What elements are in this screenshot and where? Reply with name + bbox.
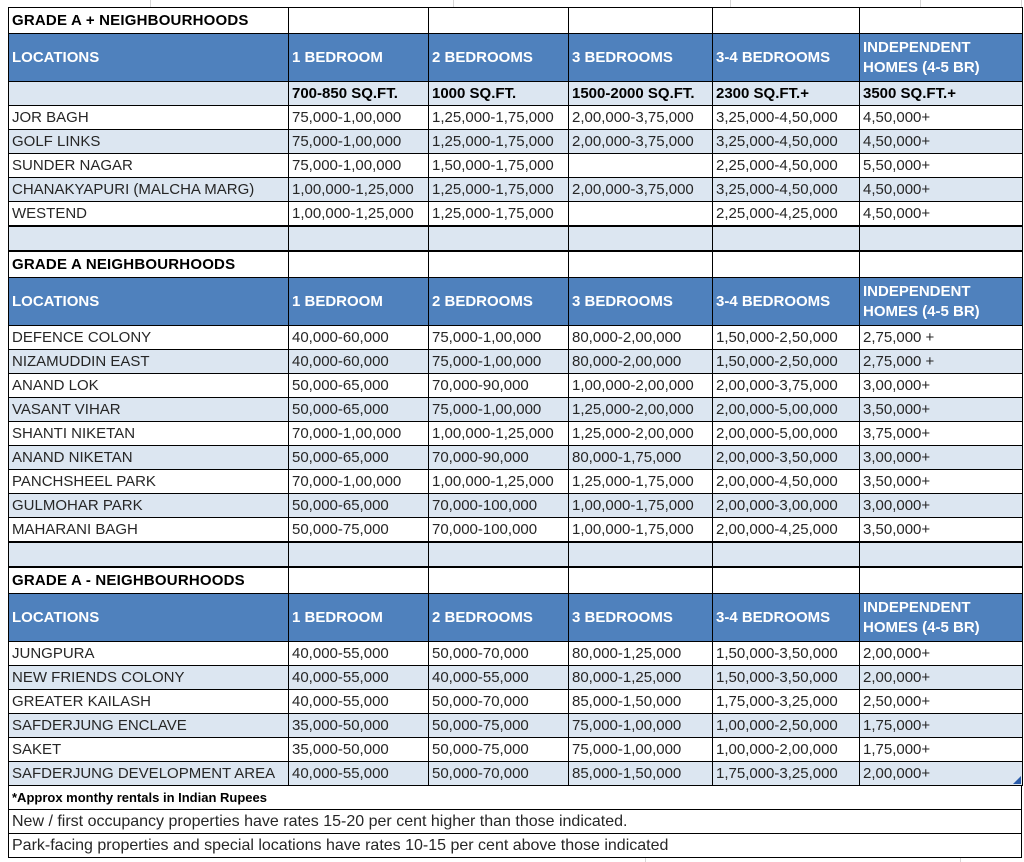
- sqft-subheader[interactable]: 1500-2000 SQ.FT.: [569, 82, 713, 106]
- footnote-park-facing[interactable]: Park-facing properties and special locations have rates 10-15 per cent above those indicated: [8, 834, 1022, 858]
- rent-value-cell[interactable]: 1,50,000-2,50,000: [713, 350, 860, 374]
- sqft-subheader[interactable]: 3500 SQ.FT.+: [860, 82, 1023, 106]
- location-cell[interactable]: GREATER KAILASH: [9, 690, 289, 714]
- rent-value-cell[interactable]: 2,00,000+: [860, 642, 1023, 666]
- spacer-row-table: [8, 542, 1023, 567]
- empty-cell[interactable]: [713, 8, 860, 34]
- rent-value-cell[interactable]: 1,00,000-1,75,000: [569, 518, 713, 542]
- rent-value-cell[interactable]: 4,50,000+: [860, 178, 1023, 202]
- rent-value-cell[interactable]: 5,50,000+: [860, 154, 1023, 178]
- spacer-cell[interactable]: [569, 227, 713, 251]
- rent-value-cell[interactable]: 2,00,000-5,00,000: [713, 398, 860, 422]
- rent-value-cell[interactable]: 1,00,000-2,00,000: [569, 374, 713, 398]
- location-cell[interactable]: NIZAMUDDIN EAST: [9, 350, 289, 374]
- location-cell[interactable]: SAKET: [9, 738, 289, 762]
- footnotes: [8, 786, 1022, 858]
- empty-cell[interactable]: [289, 568, 429, 594]
- gridline: [453, 0, 454, 7]
- rent-value-cell[interactable]: 70,000-100,000: [429, 494, 569, 518]
- table-row: [9, 202, 1023, 226]
- rent-value-cell[interactable]: 4,50,000+: [860, 202, 1023, 226]
- footnote-first-occupancy[interactable]: New / first occupancy properties have rates 15-20 per cent higher than those indicated.: [8, 810, 1022, 834]
- empty-cell[interactable]: [860, 8, 1023, 34]
- location-cell[interactable]: DEFENCE COLONY: [9, 326, 289, 350]
- sqft-subheader[interactable]: 1000 SQ.FT.: [429, 82, 569, 106]
- column-header[interactable]: 3-4 BEDROOMS: [713, 594, 860, 642]
- empty-cell[interactable]: [860, 252, 1023, 278]
- rent-value-cell[interactable]: 80,000-1,75,000: [569, 446, 713, 470]
- rent-value-cell[interactable]: 2,00,000-4,25,000: [713, 518, 860, 542]
- table-row: [9, 446, 1023, 470]
- top-gridline-strip: [8, 0, 1022, 7]
- spacer-cell[interactable]: [860, 227, 1023, 251]
- rent-value-cell[interactable]: 2,00,000-4,50,000: [713, 470, 860, 494]
- rent-value-cell[interactable]: 70,000-1,00,000: [289, 470, 429, 494]
- column-header-row: [9, 594, 1023, 642]
- empty-cell[interactable]: [429, 252, 569, 278]
- rent-value-cell[interactable]: 1,00,000-1,25,000: [429, 422, 569, 446]
- rent-value-cell[interactable]: 3,75,000+: [860, 422, 1023, 446]
- rent-value-cell[interactable]: 70,000-1,00,000: [289, 422, 429, 446]
- table-row: [9, 374, 1023, 398]
- rent-value-cell[interactable]: 35,000-50,000: [289, 738, 429, 762]
- rent-value-cell[interactable]: 75,000-1,00,000: [569, 714, 713, 738]
- column-header[interactable]: 2 BEDROOMS: [429, 34, 569, 82]
- rent-value-cell[interactable]: 50,000-65,000: [289, 398, 429, 422]
- section-title[interactable]: GRADE A - NEIGHBOURHOODS: [9, 568, 289, 594]
- table-row: [9, 494, 1023, 518]
- rent-value-cell[interactable]: 1,00,000-2,00,000: [713, 738, 860, 762]
- spacer-cell[interactable]: [713, 543, 860, 567]
- location-cell[interactable]: SHANTI NIKETAN: [9, 422, 289, 446]
- rent-value-cell[interactable]: 1,25,000-1,75,000: [429, 106, 569, 130]
- rent-value-cell[interactable]: 1,25,000-1,75,000: [569, 470, 713, 494]
- rent-value-cell[interactable]: 2,50,000+: [860, 690, 1023, 714]
- location-cell[interactable]: JUNGPURA: [9, 642, 289, 666]
- rent-value-cell[interactable]: 3,50,000+: [860, 518, 1023, 542]
- gridline: [150, 0, 151, 7]
- rent-value-cell[interactable]: 1,00,000-2,50,000: [713, 714, 860, 738]
- column-header[interactable]: LOCATIONS: [9, 34, 289, 82]
- column-header[interactable]: INDEPENDENT HOMES (4-5 BR): [860, 34, 1023, 82]
- gridline: [1021, 0, 1022, 7]
- location-cell[interactable]: ANAND NIKETAN: [9, 446, 289, 470]
- table-row: [9, 326, 1023, 350]
- rent-value-cell[interactable]: 50,000-75,000: [429, 738, 569, 762]
- bottom-gridline-strip: [8, 858, 1022, 862]
- rent-value-cell[interactable]: 2,00,000-3,75,000: [569, 130, 713, 154]
- sqft-subheader[interactable]: 700-850 SQ.FT.: [289, 82, 429, 106]
- spacer-cell[interactable]: [9, 227, 289, 251]
- spacer-cell[interactable]: [713, 227, 860, 251]
- rent-value-cell[interactable]: 3,50,000+: [860, 398, 1023, 422]
- rent-value-cell[interactable]: 3,00,000+: [860, 374, 1023, 398]
- rent-value-cell[interactable]: 50,000-75,000: [289, 518, 429, 542]
- column-header[interactable]: 3-4 BEDROOMS: [713, 278, 860, 326]
- spacer-cell[interactable]: [289, 227, 429, 251]
- empty-cell[interactable]: [429, 568, 569, 594]
- table-row: [9, 398, 1023, 422]
- column-header[interactable]: 1 BEDROOM: [289, 594, 429, 642]
- rent-value-cell[interactable]: 1,50,000-1,75,000: [429, 154, 569, 178]
- table-row: [9, 642, 1023, 666]
- spacer-cell[interactable]: [289, 543, 429, 567]
- rent-value-cell[interactable]: 3,50,000+: [860, 470, 1023, 494]
- rent-value-cell[interactable]: 85,000-1,50,000: [569, 690, 713, 714]
- table-row: [9, 666, 1023, 690]
- empty-cell[interactable]: [860, 568, 1023, 594]
- rent-value-cell[interactable]: [569, 154, 713, 178]
- column-header[interactable]: LOCATIONS: [9, 278, 289, 326]
- spreadsheet: [8, 0, 1022, 862]
- table-row: [9, 690, 1023, 714]
- rent-value-cell[interactable]: [569, 202, 713, 226]
- location-cell[interactable]: GULMOHAR PARK: [9, 494, 289, 518]
- rent-value-cell[interactable]: 40,000-55,000: [289, 666, 429, 690]
- rent-value-cell[interactable]: 70,000-100,000: [429, 518, 569, 542]
- rent-value-cell[interactable]: 40,000-60,000: [289, 326, 429, 350]
- column-header[interactable]: 2 BEDROOMS: [429, 278, 569, 326]
- empty-cell[interactable]: [429, 8, 569, 34]
- rent-value-cell[interactable]: 75,000-1,00,000: [289, 154, 429, 178]
- rent-value-cell[interactable]: 40,000-55,000: [289, 642, 429, 666]
- rent-value-cell[interactable]: 50,000-65,000: [289, 374, 429, 398]
- section-title-row: [9, 252, 1023, 278]
- table-row: [9, 714, 1023, 738]
- table-row: [9, 518, 1023, 542]
- table-row: [9, 106, 1023, 130]
- table-row: [9, 350, 1023, 374]
- spacer-row: [9, 227, 1023, 251]
- rent-value-cell[interactable]: 50,000-75,000: [429, 714, 569, 738]
- location-cell[interactable]: CHANAKYAPURI (MALCHA MARG): [9, 178, 289, 202]
- rent-value-cell[interactable]: 70,000-90,000: [429, 446, 569, 470]
- rent-value-cell[interactable]: 1,75,000-3,25,000: [713, 762, 860, 786]
- rent-value-cell[interactable]: 3,25,000-4,50,000: [713, 178, 860, 202]
- spacer-cell[interactable]: [429, 227, 569, 251]
- rent-value-cell[interactable]: 2,00,000-3,50,000: [713, 446, 860, 470]
- column-header[interactable]: 2 BEDROOMS: [429, 594, 569, 642]
- rent-value-cell[interactable]: 1,00,000-1,25,000: [289, 178, 429, 202]
- rent-value-cell[interactable]: 1,75,000+: [860, 714, 1023, 738]
- location-cell[interactable]: JOR BAGH: [9, 106, 289, 130]
- spacer-cell[interactable]: [860, 543, 1023, 567]
- section-table-1: [8, 251, 1023, 542]
- column-header-row: [9, 34, 1023, 82]
- location-cell[interactable]: WESTEND: [9, 202, 289, 226]
- rent-value-cell[interactable]: 40,000-55,000: [289, 690, 429, 714]
- section-title[interactable]: GRADE A NEIGHBOURHOODS: [9, 252, 289, 278]
- rent-value-cell[interactable]: 1,00,000-1,25,000: [289, 202, 429, 226]
- empty-cell[interactable]: [569, 252, 713, 278]
- rent-value-cell[interactable]: 50,000-65,000: [289, 494, 429, 518]
- rent-value-cell[interactable]: 1,00,000-1,25,000: [429, 470, 569, 494]
- section-table-2: [8, 567, 1023, 786]
- table-row: [9, 154, 1023, 178]
- rent-value-cell[interactable]: 3,25,000-4,50,000: [713, 106, 860, 130]
- rent-value-cell[interactable]: 3,00,000+: [860, 446, 1023, 470]
- rent-value-cell[interactable]: 1,25,000-1,75,000: [429, 178, 569, 202]
- rent-value-cell[interactable]: 2,00,000-3,00,000: [713, 494, 860, 518]
- rent-value-cell[interactable]: 1,75,000+: [860, 738, 1023, 762]
- empty-cell[interactable]: [289, 8, 429, 34]
- location-cell[interactable]: ANAND LOK: [9, 374, 289, 398]
- rent-value-cell[interactable]: 1,25,000-1,75,000: [429, 202, 569, 226]
- rent-value-cell[interactable]: 2,25,000-4,25,000: [713, 202, 860, 226]
- column-header[interactable]: 3 BEDROOMS: [569, 594, 713, 642]
- column-header-row: [9, 278, 1023, 326]
- rent-value-cell[interactable]: 85,000-1,50,000: [569, 762, 713, 786]
- location-cell[interactable]: PANCHSHEEL PARK: [9, 470, 289, 494]
- rent-value-cell[interactable]: 2,00,000-5,00,000: [713, 422, 860, 446]
- rent-value-cell[interactable]: 80,000-1,25,000: [569, 666, 713, 690]
- rent-value-cell[interactable]: 1,25,000-2,00,000: [569, 422, 713, 446]
- spacer-row-table: [8, 226, 1023, 251]
- rent-value-cell[interactable]: 3,25,000-4,50,000: [713, 130, 860, 154]
- rent-value-cell[interactable]: 75,000-1,00,000: [429, 350, 569, 374]
- location-cell[interactable]: GOLF LINKS: [9, 130, 289, 154]
- gridline: [730, 0, 731, 7]
- rent-value-cell[interactable]: 75,000-1,00,000: [569, 738, 713, 762]
- rent-value-cell[interactable]: 50,000-70,000: [429, 762, 569, 786]
- column-header[interactable]: INDEPENDENT HOMES (4-5 BR): [860, 278, 1023, 326]
- rent-value-cell[interactable]: 50,000-65,000: [289, 446, 429, 470]
- rent-value-cell[interactable]: 40,000-55,000: [429, 666, 569, 690]
- column-header[interactable]: LOCATIONS: [9, 594, 289, 642]
- rent-value-cell[interactable]: 2,00,000-3,75,000: [569, 178, 713, 202]
- rent-value-cell[interactable]: 40,000-55,000: [289, 762, 429, 786]
- column-header[interactable]: INDEPENDENT HOMES (4-5 BR): [860, 594, 1023, 642]
- smart-tag-marker-icon: [1013, 776, 1021, 784]
- rent-value-cell[interactable]: 50,000-70,000: [429, 642, 569, 666]
- rent-value-cell[interactable]: 1,50,000-2,50,000: [713, 326, 860, 350]
- rent-value-cell[interactable]: 1,25,000-1,75,000: [429, 130, 569, 154]
- spacer-cell[interactable]: [9, 543, 289, 567]
- table-row: [9, 738, 1023, 762]
- spacer-cell[interactable]: [569, 543, 713, 567]
- section-table-0: [8, 7, 1023, 226]
- rent-value-cell[interactable]: 2,00,000-3,75,000: [713, 374, 860, 398]
- rent-value-cell[interactable]: 75,000-1,00,000: [289, 106, 429, 130]
- rent-value-cell[interactable]: 2,00,000-3,75,000: [569, 106, 713, 130]
- location-cell[interactable]: NEW FRIENDS COLONY: [9, 666, 289, 690]
- rent-value-cell[interactable]: 2,00,000+: [860, 666, 1023, 690]
- section-title[interactable]: GRADE A + NEIGHBOURHOODS: [9, 8, 289, 34]
- rent-value-cell[interactable]: 1,00,000-1,75,000: [569, 494, 713, 518]
- rent-value-cell[interactable]: 4,50,000+: [860, 130, 1023, 154]
- gridline: [645, 858, 646, 862]
- rent-value-cell[interactable]: 1,50,000-3,50,000: [713, 642, 860, 666]
- empty-cell[interactable]: [713, 568, 860, 594]
- empty-cell[interactable]: [713, 252, 860, 278]
- column-header[interactable]: 3 BEDROOMS: [569, 278, 713, 326]
- rent-value-cell[interactable]: 2,75,000 +: [860, 350, 1023, 374]
- rent-value-cell[interactable]: 75,000-1,00,000: [429, 326, 569, 350]
- column-header[interactable]: 1 BEDROOM: [289, 278, 429, 326]
- sqft-subheader[interactable]: [9, 82, 289, 106]
- empty-cell[interactable]: [569, 8, 713, 34]
- table-row: [9, 762, 1023, 786]
- section-title-row: [9, 8, 1023, 34]
- table-row: [9, 130, 1023, 154]
- sqft-subheader[interactable]: 2300 SQ.FT.+: [713, 82, 860, 106]
- table-row: [9, 470, 1023, 494]
- rent-value-cell[interactable]: 4,50,000+: [860, 106, 1023, 130]
- rent-value-cell[interactable]: 1,25,000-2,00,000: [569, 398, 713, 422]
- rent-value-cell[interactable]: 2,75,000 +: [860, 326, 1023, 350]
- rent-value-cell[interactable]: 3,00,000+: [860, 494, 1023, 518]
- rent-value-cell[interactable]: 1,50,000-3,50,000: [713, 666, 860, 690]
- rent-value-cell[interactable]: 80,000-2,00,000: [569, 326, 713, 350]
- location-cell[interactable]: VASANT VIHAR: [9, 398, 289, 422]
- table-row: [9, 422, 1023, 446]
- rent-value-cell[interactable]: 2,00,000+: [860, 762, 1023, 786]
- table-row: [9, 178, 1023, 202]
- column-header[interactable]: 3-4 BEDROOMS: [713, 34, 860, 82]
- rate-tables: [8, 7, 1022, 786]
- rent-value-cell[interactable]: 2,25,000-4,50,000: [713, 154, 860, 178]
- location-cell[interactable]: SAFDERJUNG DEVELOPMENT AREA: [9, 762, 289, 786]
- empty-cell[interactable]: [289, 252, 429, 278]
- rent-value-cell[interactable]: 35,000-50,000: [289, 714, 429, 738]
- rent-value-cell[interactable]: 80,000-1,25,000: [569, 642, 713, 666]
- gridline: [920, 0, 921, 7]
- section-title-row: [9, 568, 1023, 594]
- location-cell[interactable]: MAHARANI BAGH: [9, 518, 289, 542]
- footnote-rupees[interactable]: *Approx monthy rentals in Indian Rupees: [8, 786, 1022, 810]
- spacer-row: [9, 543, 1023, 567]
- empty-cell[interactable]: [569, 568, 713, 594]
- rent-value-cell[interactable]: 80,000-2,00,000: [569, 350, 713, 374]
- rent-value-cell[interactable]: 75,000-1,00,000: [289, 130, 429, 154]
- sqft-subheader-row: [9, 82, 1023, 106]
- rent-value-cell[interactable]: 75,000-1,00,000: [429, 398, 569, 422]
- column-header[interactable]: 1 BEDROOM: [289, 34, 429, 82]
- location-cell[interactable]: SAFDERJUNG ENCLAVE: [9, 714, 289, 738]
- gridline: [960, 858, 961, 862]
- rent-value-cell[interactable]: 50,000-70,000: [429, 690, 569, 714]
- rent-value-cell[interactable]: 40,000-60,000: [289, 350, 429, 374]
- rent-value-cell[interactable]: 1,75,000-3,25,000: [713, 690, 860, 714]
- location-cell[interactable]: SUNDER NAGAR: [9, 154, 289, 178]
- rent-value-cell[interactable]: 70,000-90,000: [429, 374, 569, 398]
- column-header[interactable]: 3 BEDROOMS: [569, 34, 713, 82]
- spacer-cell[interactable]: [429, 543, 569, 567]
